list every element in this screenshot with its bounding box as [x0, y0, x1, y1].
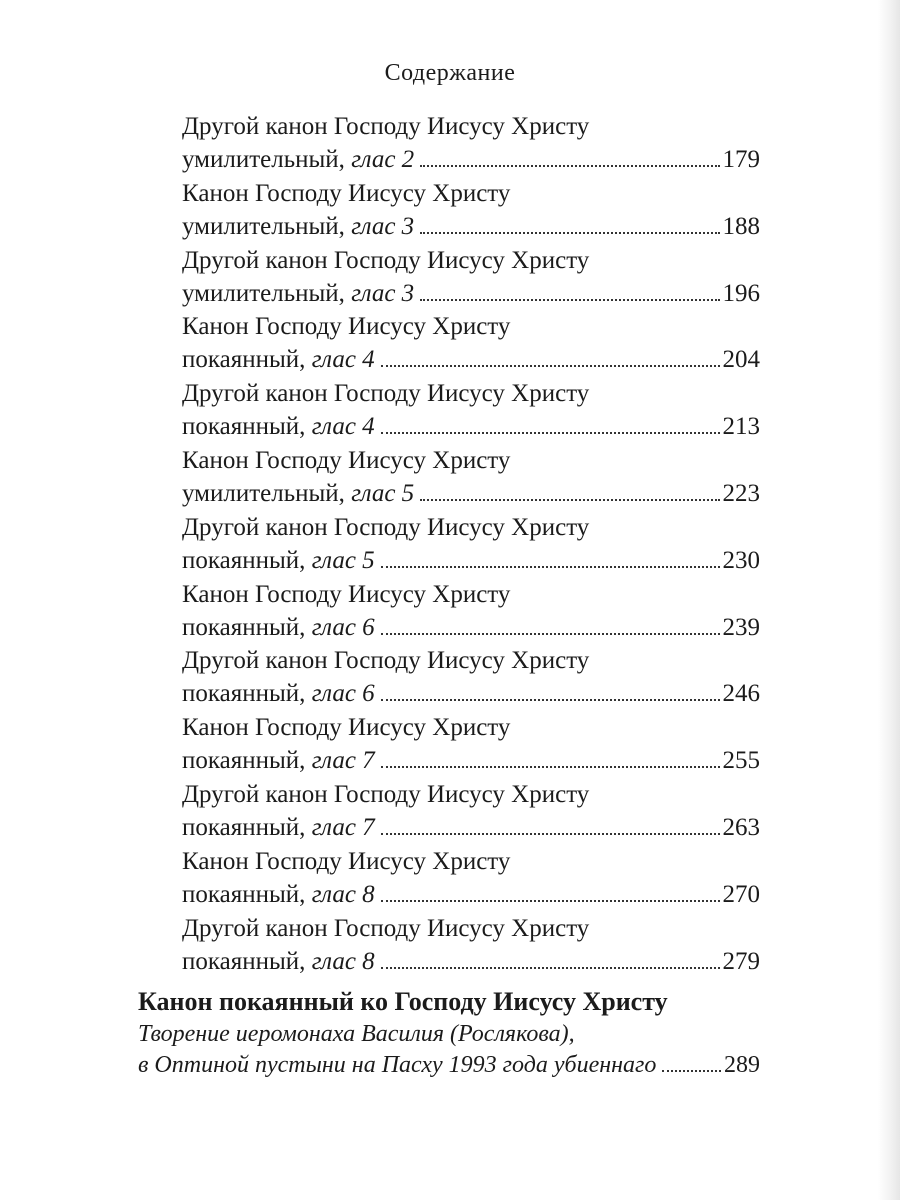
entry-subtitle-row: [182, 744, 760, 777]
entry-title: Другой канон Господу Иисусу Христу: [182, 246, 590, 274]
dot-leader: [420, 499, 719, 501]
entry-subtitle: покаянный, глас 8: [182, 880, 375, 908]
entry-tone: глас 4: [311, 346, 375, 374]
entry-page-number: 196: [722, 279, 760, 307]
entry-subtitle-row: [182, 477, 760, 510]
entry-page-number: 179: [722, 146, 760, 173]
toc-entry[interactable]: [182, 110, 760, 177]
entry-tone: глас 5: [311, 546, 375, 574]
entry-title: Канон Господу Иисусу Христу: [182, 313, 511, 341]
entry-title: Канон Господу Иисусу Христу: [182, 179, 511, 207]
entry-title: Другой канон Господу Иисусу Христу: [182, 380, 590, 408]
entry-subtitle-row: [182, 277, 760, 310]
entry-tone: глас 6: [311, 613, 375, 641]
dot-leader: [420, 165, 719, 167]
entry-page-number: 239: [722, 613, 760, 641]
entry-tone: глас 4: [311, 413, 375, 441]
dot-leader: [381, 365, 720, 367]
final-section[interactable]: [138, 985, 760, 1081]
entry-subtitle: умилительный, глас 2: [182, 146, 415, 173]
entry-subtitle: покаянный, глас 5: [182, 546, 375, 574]
entry-tone: глас 3: [351, 212, 415, 240]
entry-page-number: 246: [722, 680, 760, 708]
dot-leader: [662, 1070, 721, 1072]
dot-leader: [381, 699, 720, 701]
entry-subtitle-row: [182, 945, 760, 978]
final-section-note-row: [138, 1050, 760, 1081]
entry-page-number: 279: [722, 947, 760, 975]
entry-tone: глас 7: [311, 813, 375, 841]
toc-entry[interactable]: [182, 511, 760, 578]
toc-entry[interactable]: [182, 845, 760, 912]
entry-subtitle: покаянный, глас 4: [182, 346, 375, 374]
dot-leader: [381, 900, 720, 902]
dot-leader: [381, 967, 720, 969]
entry-title: Канон Господу Иисусу Христу: [182, 446, 511, 474]
table-of-contents: [182, 110, 760, 978]
entry-subtitle: умилительный, глас 3: [182, 212, 415, 240]
dot-leader: [420, 299, 719, 301]
entry-title: Другой канон Господу Иисусу Христу: [182, 647, 590, 675]
entry-subtitle: покаянный, глас 7: [182, 747, 375, 775]
entry-subtitle: покаянный, глас 8: [182, 947, 375, 975]
entry-page-number: 213: [722, 413, 760, 441]
toc-entry[interactable]: [182, 244, 760, 311]
final-section-author: Творение иеромонаха Василия (Рослякова),: [138, 1021, 575, 1047]
entry-tone: глас 3: [351, 279, 415, 307]
toc-entry[interactable]: [182, 444, 760, 511]
entry-page-number: 223: [722, 479, 760, 507]
entry-page-number: 263: [722, 813, 760, 841]
entry-subtitle-row: [182, 878, 760, 911]
dot-leader: [381, 566, 720, 568]
entry-page-number: 188: [722, 212, 760, 240]
entry-page-number: 270: [722, 880, 760, 908]
toc-entry[interactable]: [182, 644, 760, 711]
entry-subtitle-row: [182, 210, 760, 243]
page-title: Содержание: [384, 60, 516, 86]
toc-entry[interactable]: [182, 711, 760, 778]
final-section-page-number: 289: [724, 1052, 760, 1078]
entry-subtitle: покаянный, глас 6: [182, 680, 375, 708]
entry-subtitle-row: [182, 410, 760, 443]
entry-title: Другой канон Господу Иисусу Христу: [182, 113, 590, 140]
entry-subtitle-row: [182, 611, 760, 644]
entry-subtitle-row: [182, 143, 760, 176]
entry-subtitle: покаянный, глас 7: [182, 813, 375, 841]
toc-entry[interactable]: [182, 310, 760, 377]
entry-title: Канон Господу Иисусу Христу: [182, 847, 511, 875]
entry-subtitle-row: [182, 544, 760, 577]
entry-title: Другой канон Господу Иисусу Христу: [182, 914, 590, 942]
page-edge-shadow: [878, 0, 900, 1200]
toc-entry[interactable]: [182, 177, 760, 244]
entry-tone: глас 8: [311, 880, 375, 908]
dot-leader: [420, 232, 719, 234]
dot-leader: [381, 766, 720, 768]
entry-subtitle: умилительный, глас 5: [182, 479, 415, 507]
entry-tone: глас 5: [351, 479, 415, 507]
entry-subtitle-row: [182, 811, 760, 844]
entry-title: Другой канон Господу Иисусу Христу: [182, 780, 590, 808]
entry-tone: глас 7: [311, 747, 375, 775]
entry-subtitle: покаянный, глас 4: [182, 413, 375, 441]
toc-entry[interactable]: [182, 778, 760, 845]
entry-title: Канон Господу Иисусу Христу: [182, 714, 511, 742]
entry-page-number: 230: [722, 546, 760, 574]
final-section-note: в Оптиной пустыни на Пасху 1993 года убиеннаго: [138, 1052, 657, 1078]
dot-leader: [381, 432, 720, 434]
toc-entry[interactable]: [182, 578, 760, 645]
entry-subtitle: умилительный, глас 3: [182, 279, 415, 307]
entry-page-number: 255: [722, 747, 760, 775]
entry-subtitle-row: [182, 343, 760, 376]
entry-subtitle-row: [182, 677, 760, 710]
dot-leader: [381, 633, 720, 635]
entry-tone: глас 6: [311, 680, 375, 708]
dot-leader: [381, 833, 720, 835]
entry-title: Канон Господу Иисусу Христу: [182, 580, 511, 608]
entry-tone: глас 2: [351, 146, 415, 173]
entry-tone: глас 8: [311, 947, 375, 975]
entry-page-number: 204: [722, 346, 760, 374]
entry-subtitle: покаянный, глас 6: [182, 613, 375, 641]
entry-title: Другой канон Господу Иисусу Христу: [182, 513, 590, 541]
final-section-title: Канон покаянный ко Господу Иисусу Христу: [138, 987, 668, 1016]
toc-entry[interactable]: [182, 377, 760, 444]
toc-entry[interactable]: [182, 912, 760, 979]
